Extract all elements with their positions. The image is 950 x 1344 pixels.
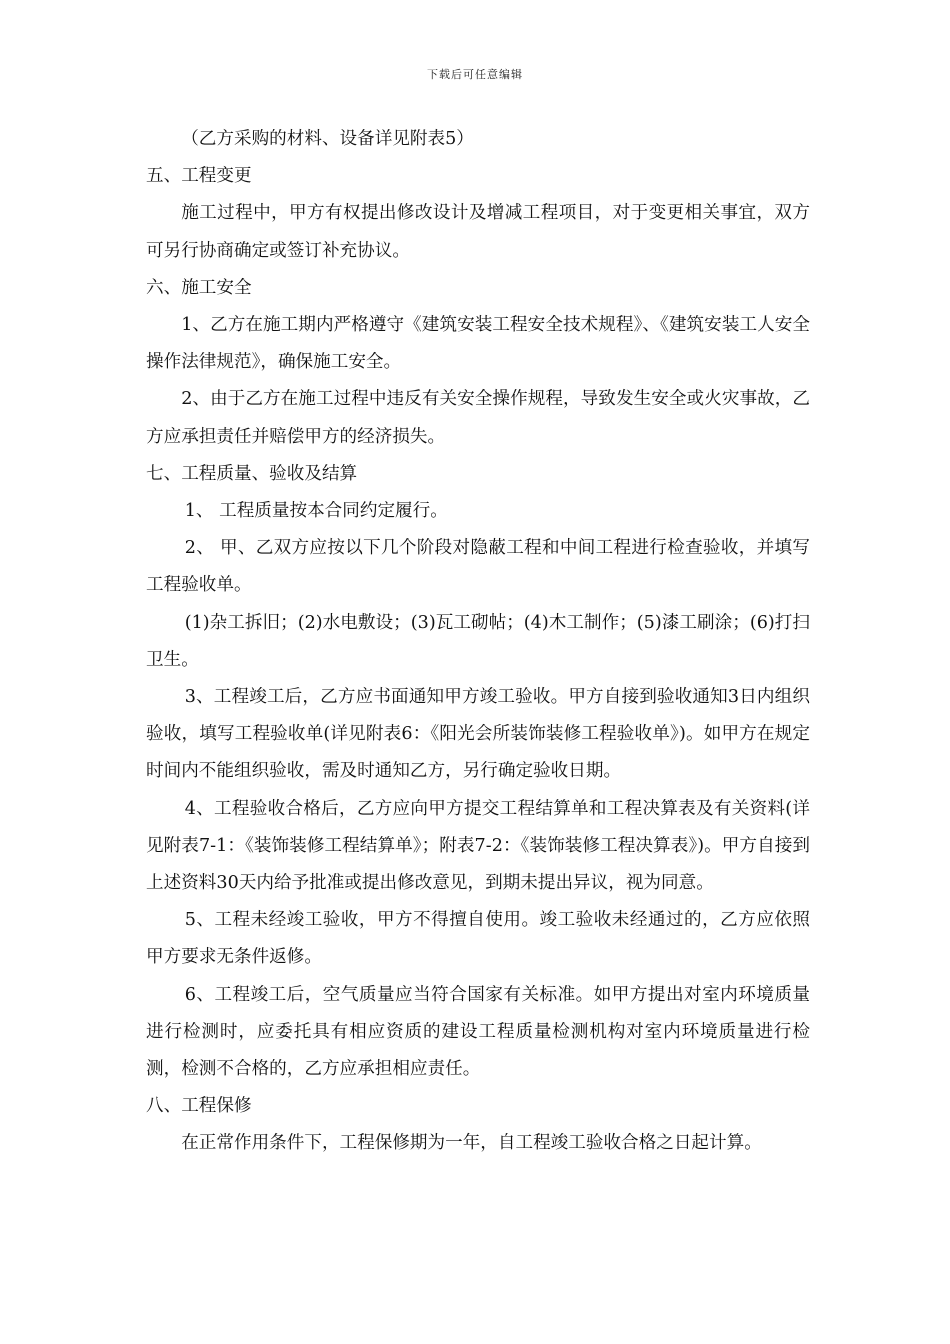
paragraph: 施工过程中，甲方有权提出修改设计及增减工程项目，对于变更相关事宜，双方可另行协商确定或签订补充协议。 [146, 203, 810, 261]
paragraph: 4、工程验收合格后，乙方应向甲方提交工程结算单和工程决算表及有关资料(详见附表7-1：《装饰装修工程结算单》；附表7-2：《装饰装修工程决算表》)。甲方自接到上述资料30天内给予批准或提出修改意见，到期未提出异议，视为同意。 [146, 798, 810, 894]
paragraph: 1、 工程质量按本合同约定履行。 [184, 501, 448, 522]
paragraph: 2、 甲、乙双方应按以下几个阶段对隐蔽工程和中间工程进行检查验收，并填写工程验收单。 [146, 538, 810, 596]
section-heading-7: 七、工程质量、验收及结算 [146, 463, 358, 484]
section-heading-5: 五、工程变更 [146, 166, 252, 187]
page-header: 下载后可任意编辑 [427, 68, 523, 81]
paragraph: 2、由于乙方在施工过程中违反有关安全操作规程，导致发生安全或火灾事故，乙方应承担责任并赔偿甲方的经济损失。 [146, 389, 810, 447]
document-body [146, 121, 810, 1163]
paragraph: 6、工程竣工后，空气质量应当符合国家有关标准。如甲方提出对室内环境质量进行检测时，应委托具有相应资质的建设工程质量检测机构对室内环境质量进行检测，检测不合格的，乙方应承担相应责任。 [146, 984, 810, 1080]
paragraph: 在正常作用条件下，工程保修期为一年，自工程竣工验收合格之日起计算。 [181, 1133, 762, 1154]
paragraph: 5、工程未经竣工验收，甲方不得擅自使用。竣工验收未经通过的，乙方应依照甲方要求无条件返修。 [146, 910, 810, 968]
paragraph: 1、乙方在施工期内严格遵守《建筑安装工程安全技术规程》、《建筑安装工人安全操作法律规范》，确保施工安全。 [146, 315, 810, 373]
paragraph-materials-note: （乙方采购的材料、设备详见附表5） [181, 129, 474, 149]
paragraph-stage-list: (1)杂工拆旧；(2)水电敷设；(3)瓦工砌帖；(4)木工制作；(5)漆工刷涂；(6)打扫卫生。 [146, 612, 810, 670]
section-heading-8: 八、工程保修 [146, 1096, 252, 1117]
section-heading-6: 六、施工安全 [146, 277, 252, 298]
paragraph: 3、工程竣工后，乙方应书面通知甲方竣工验收。甲方自接到验收通知3日内组织验收，填写工程验收单(详见附表6：《阳光会所装饰装修工程验收单》)。如甲方在规定时间内不能组织验收，需及时通知乙方，另行确定验收日期。 [146, 687, 810, 782]
